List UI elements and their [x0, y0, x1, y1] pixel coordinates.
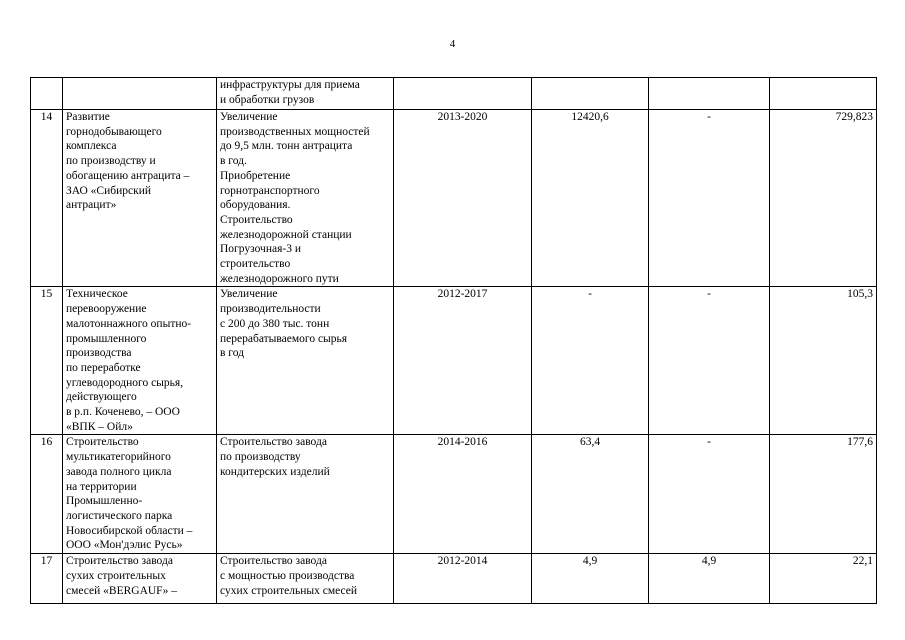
project-name-cell-line: перевооружение — [66, 303, 147, 316]
project-name-cell-line: Техническое — [66, 288, 128, 301]
project-name-cell-line: логистического парка — [66, 509, 173, 522]
page-number: 4 — [449, 38, 456, 50]
project-description-cell-line: в год — [220, 347, 245, 360]
project-name-cell-line: антрацит» — [66, 199, 117, 212]
period-cell: 2012-2014 — [394, 554, 532, 604]
period-cell: 2013-2020 — [394, 110, 532, 287]
value-cell-6: - — [649, 287, 770, 435]
project-description-cell-line: с 200 до 380 тыс. тонн — [220, 317, 330, 330]
table-row — [31, 110, 877, 287]
row-number-cell: 15 — [31, 287, 63, 435]
project-description-cell-line: Строительство — [220, 213, 293, 226]
project-name-cell-line: действующего — [66, 391, 137, 404]
table-row — [31, 78, 877, 110]
project-description-cell-line: производственных мощностей — [220, 125, 370, 138]
project-name-cell-line: Строительство завода — [66, 555, 173, 568]
project-name-cell-line: обогащению антрацита – — [66, 169, 190, 182]
table-row — [31, 554, 877, 604]
project-name-cell-line: «ВПК – Ойл» — [66, 420, 133, 433]
project-description-cell-line: до 9,5 млн. тонн антрацита — [220, 140, 353, 153]
project-name-cell — [63, 110, 217, 287]
value-cell-7 — [770, 78, 877, 110]
project-name-cell-line: промышленного — [66, 332, 147, 345]
value-cell-6: - — [649, 435, 770, 554]
project-description-cell — [217, 110, 394, 287]
project-description-cell-line: кондитерских изделий — [220, 465, 330, 478]
table-row — [31, 435, 877, 554]
project-description-cell-line: сухих строительных смесей — [220, 584, 358, 597]
period-cell — [394, 78, 532, 110]
project-description-cell-line: Погрузочная-3 и — [220, 243, 301, 256]
project-name-cell-line: Развитие — [66, 111, 110, 123]
project-description-cell-line: Приобретение — [220, 169, 291, 182]
project-description-cell-line: строительство — [220, 258, 291, 271]
project-name-cell-line: ЗАО «Сибирский — [66, 184, 152, 197]
value-cell-5: - — [532, 287, 649, 435]
project-description-cell-line: Увеличение — [220, 288, 278, 301]
value-cell-6: 4,9 — [649, 554, 770, 604]
project-description-cell-line: производительности — [220, 303, 321, 316]
row-number-cell: 16 — [31, 435, 63, 554]
project-description-cell-line: оборудования. — [220, 199, 291, 212]
project-description-cell — [217, 287, 394, 435]
project-description-cell-line: в год. — [220, 155, 247, 168]
value-cell-7: 22,1 — [770, 554, 877, 604]
project-name-cell-line: Промышленно- — [66, 495, 143, 508]
value-cell-6: - — [649, 110, 770, 287]
project-name-cell-line: углеводородного сырья, — [66, 376, 184, 389]
project-description-cell-line: инфраструктуры для приема — [220, 79, 360, 91]
table-row — [31, 287, 877, 435]
project-name-cell-line: сухих строительных — [66, 569, 166, 582]
project-name-cell-line: производства — [66, 347, 132, 360]
project-name-cell-line: на территории — [66, 480, 137, 493]
project-description-cell-line: по производству — [220, 451, 301, 464]
project-name-cell-line: по переработке — [66, 361, 141, 374]
project-description-cell — [217, 435, 394, 554]
project-name-cell-line: завода полного цикла — [66, 465, 172, 478]
project-name-cell — [63, 435, 217, 554]
project-description-cell-line: и обработки грузов — [220, 93, 315, 106]
period-cell: 2014-2016 — [394, 435, 532, 554]
value-cell-5: 63,4 — [532, 435, 649, 554]
row-number-cell — [31, 78, 63, 110]
project-description-cell-line: перерабатываемого сырья — [220, 332, 348, 345]
project-description-cell-line: железнодорожной станции — [220, 228, 352, 241]
project-name-cell-line: ООО «Мон'дэлис Русь» — [66, 539, 183, 552]
project-description-cell-line: с мощностью производства — [220, 569, 355, 582]
project-description-cell-line: Увеличение — [220, 111, 278, 123]
project-name-cell-line: по производству и — [66, 155, 156, 168]
project-name-cell-line: мультикатегорийного — [66, 451, 171, 464]
value-cell-5: 4,9 — [532, 554, 649, 604]
project-name-cell-line: Новосибирской области – — [66, 524, 193, 537]
project-name-cell-line: смесей «BERGAUF» – — [66, 584, 177, 597]
project-description-cell — [217, 554, 394, 604]
row-number-cell: 14 — [31, 110, 63, 287]
value-cell-5 — [532, 78, 649, 110]
project-name-cell-line: малотоннажного опытно- — [66, 317, 192, 330]
project-description-cell — [217, 78, 394, 110]
value-cell-7: 105,3 — [770, 287, 877, 435]
project-name-cell — [63, 554, 217, 604]
value-cell-7: 177,6 — [770, 435, 877, 554]
project-description-cell-line: Строительство завода — [220, 436, 327, 449]
project-description-cell-line: Строительство завода — [220, 555, 327, 568]
value-cell-5: 12420,6 — [532, 110, 649, 287]
value-cell-6 — [649, 78, 770, 110]
investment-projects-table — [30, 77, 877, 604]
project-name-cell-line: Строительство — [66, 436, 139, 449]
table-body — [31, 78, 877, 604]
project-description-cell-line: железнодорожного пути — [220, 272, 339, 285]
project-name-cell-line: горнодобывающего — [66, 125, 162, 138]
project-name-cell-line: в р.п. Коченево, – ООО — [66, 406, 180, 419]
project-name-cell — [63, 78, 217, 110]
project-description-cell-line: горнотранспортного — [220, 184, 320, 197]
project-name-cell-line: комплекса — [66, 140, 117, 153]
period-cell: 2012-2017 — [394, 287, 532, 435]
value-cell-7: 729,823 — [770, 110, 877, 287]
project-name-cell — [63, 287, 217, 435]
row-number-cell: 17 — [31, 554, 63, 604]
